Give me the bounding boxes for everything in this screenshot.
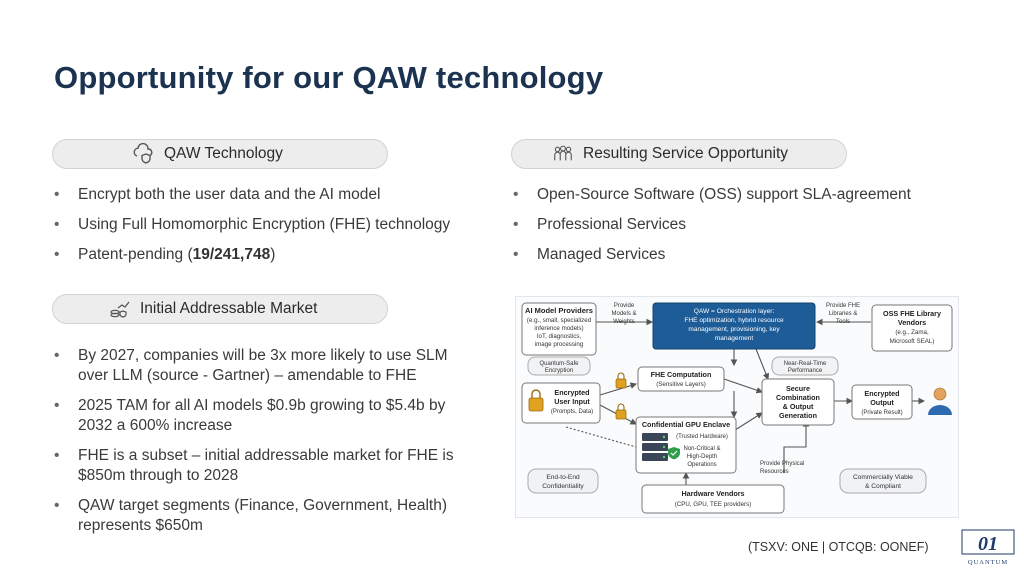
svg-text:(Private Result): (Private Result) xyxy=(861,410,903,416)
svg-text:Commercially Viable: Commercially Viable xyxy=(853,474,913,481)
server-rack-icon xyxy=(642,433,668,461)
svg-text:inference models): inference models) xyxy=(534,325,584,332)
list-item xyxy=(52,245,450,265)
svg-text:Hardware Vendors: Hardware Vendors xyxy=(681,489,745,498)
svg-text:QUANTUM: QUANTUM xyxy=(967,559,1009,566)
hardware-vendors-box xyxy=(642,485,784,513)
qaw-technology-heading-label: QAW Technology xyxy=(164,145,283,162)
quantum-safe-tag xyxy=(528,357,590,375)
svg-text:Generation: Generation xyxy=(779,411,817,420)
svg-text:(e.g., Zama,: (e.g., Zama, xyxy=(895,329,929,336)
svg-text:Performance: Performance xyxy=(787,368,823,374)
svg-text:(CPU, GPU, TEE providers): (CPU, GPU, TEE providers) xyxy=(674,501,752,508)
secure-combination-box xyxy=(762,379,834,425)
svg-text:Vendors: Vendors xyxy=(897,318,927,327)
svg-text:FHE Computation: FHE Computation xyxy=(650,370,712,379)
svg-text:IoT, diagnostics,: IoT, diagnostics, xyxy=(536,333,582,340)
service-list xyxy=(511,185,911,265)
svg-text:Near-Real-Time: Near-Real-Time xyxy=(783,361,827,367)
svg-text:Provide: Provide xyxy=(613,303,635,309)
commercially-viable-tag xyxy=(840,469,926,493)
svg-text:management: management xyxy=(714,335,754,342)
svg-text:(Prompts, Data): (Prompts, Data) xyxy=(550,409,594,415)
confidential-gpu-enclave-box xyxy=(636,417,736,473)
svg-text:High-Depth: High-Depth xyxy=(686,454,718,460)
svg-text:End-to-End: End-to-End xyxy=(546,474,580,481)
svg-text:Confidentiality: Confidentiality xyxy=(542,483,584,490)
patent-number: 19/241,748 xyxy=(192,246,271,263)
svg-text:Tools: Tools xyxy=(835,319,851,325)
money-growth-icon xyxy=(109,298,131,320)
svg-text:(e.g., small, specialized: (e.g., small, specialized xyxy=(526,317,592,324)
patent-prefix: Patent-pending ( xyxy=(78,246,193,263)
svg-text:Operations: Operations xyxy=(687,462,717,468)
svg-text:& Compliant: & Compliant xyxy=(865,483,901,490)
svg-text:& Output: & Output xyxy=(782,402,814,411)
svg-text:QAW = Orchestration layer:: QAW = Orchestration layer: xyxy=(693,308,775,315)
list-item: • Open-Source Software (OSS) support SLA-agreement xyxy=(511,185,911,205)
svg-text:User Input: User Input xyxy=(554,397,590,406)
svg-text:Secure: Secure xyxy=(786,384,810,393)
ai-model-providers-box xyxy=(522,303,596,355)
list-item: • Using Full Homomorphic Encryption (FHE) technology xyxy=(52,215,450,235)
svg-text:Output: Output xyxy=(870,398,894,407)
list-item xyxy=(52,346,454,386)
list-item-line: FHE is a subset – initial addressable market for FHE is xyxy=(78,447,454,464)
initial-addressable-market-heading-label: Initial Addressable Market xyxy=(140,300,318,317)
market-list xyxy=(52,346,454,536)
svg-text:Weights: Weights xyxy=(613,319,635,325)
list-item-line: By 2027, companies will be 3x more likely to use SLM xyxy=(78,347,448,364)
oss-fhe-vendors-box xyxy=(872,305,952,351)
svg-text:Combination: Combination xyxy=(776,393,820,402)
svg-text:management, provisioning, key: management, provisioning, key xyxy=(688,326,780,333)
svg-text:01: 01 xyxy=(978,533,998,555)
01-quantum-logo xyxy=(960,528,1016,568)
svg-text:Models &: Models & xyxy=(611,311,637,317)
svg-text:Resources: Resources xyxy=(760,469,789,475)
svg-text:FHE optimization, hybrid resou: FHE optimization, hybrid resource xyxy=(684,317,784,324)
service-opportunity-heading-label: Resulting Service Opportunity xyxy=(583,145,789,162)
list-item: • Professional Services xyxy=(511,215,911,235)
svg-text:Encrypted: Encrypted xyxy=(554,388,590,397)
stock-ticker: (TSXV: ONE | OTCQB: OONEF) xyxy=(748,540,929,554)
qaw-technology-list xyxy=(52,185,450,265)
encrypted-user-input-box xyxy=(522,383,600,423)
svg-text:Confidential GPU Enclave: Confidential GPU Enclave xyxy=(641,420,731,429)
end-to-end-tag xyxy=(528,469,598,493)
shield-cloud-icon xyxy=(133,143,155,165)
svg-text:AI Model Providers: AI Model Providers xyxy=(525,306,593,315)
qaw-architecture-diagram xyxy=(515,296,959,518)
list-item: • Managed Services xyxy=(511,245,911,265)
svg-text:Libraries &: Libraries & xyxy=(828,311,858,317)
service-opportunity-heading xyxy=(511,139,847,169)
list-item: • Encrypt both the user data and the AI model xyxy=(52,185,450,205)
svg-text:Provide FHE: Provide FHE xyxy=(825,303,861,309)
user-icon xyxy=(928,388,952,415)
list-item xyxy=(52,396,454,436)
qaw-technology-heading xyxy=(52,139,388,169)
svg-text:Provide Physical: Provide Physical xyxy=(760,461,805,467)
svg-text:(Sensitive Layers): (Sensitive Layers) xyxy=(656,381,706,388)
list-item xyxy=(52,496,454,536)
orchestration-layer-box xyxy=(653,303,815,349)
fhe-computation-box xyxy=(638,367,724,391)
svg-text:Quantum-Safe: Quantum-Safe xyxy=(539,361,579,367)
svg-text:(Trusted Hardware): (Trusted Hardware) xyxy=(676,434,728,440)
list-item-line: represents $650m xyxy=(78,517,203,534)
near-real-time-tag xyxy=(772,357,838,375)
padlock-icon xyxy=(616,373,626,388)
page-title: Opportunity for our QAW technology xyxy=(54,60,604,95)
svg-text:Encrypted: Encrypted xyxy=(864,389,900,398)
list-item xyxy=(52,446,454,486)
people-group-icon xyxy=(552,143,574,165)
encrypted-output-box xyxy=(852,385,912,419)
svg-text:Non-Critical &: Non-Critical & xyxy=(683,446,721,452)
list-item-line: QAW target segments (Finance, Government, Health) xyxy=(78,497,447,514)
patent-suffix: ) xyxy=(270,246,276,263)
svg-text:Encryption: Encryption xyxy=(544,368,574,374)
list-item-line: $850m through to 2028 xyxy=(78,467,239,484)
svg-text:image processing: image processing xyxy=(534,341,584,348)
initial-addressable-market-heading xyxy=(52,294,388,324)
svg-text:OSS FHE Library: OSS FHE Library xyxy=(883,309,941,318)
svg-text:Microsoft SEAL): Microsoft SEAL) xyxy=(889,338,935,345)
provide-physical-resources-label xyxy=(760,461,804,475)
provide-models-label xyxy=(611,303,636,325)
list-item-line: over LLM (source - Gartner) – amendable to FHE xyxy=(78,367,417,384)
list-item-line: 2032 a 600% increase xyxy=(78,417,233,434)
padlock-icon xyxy=(616,404,626,419)
list-item-line: 2025 TAM for all AI models $0.9b growing to $5.4b by xyxy=(78,397,446,414)
